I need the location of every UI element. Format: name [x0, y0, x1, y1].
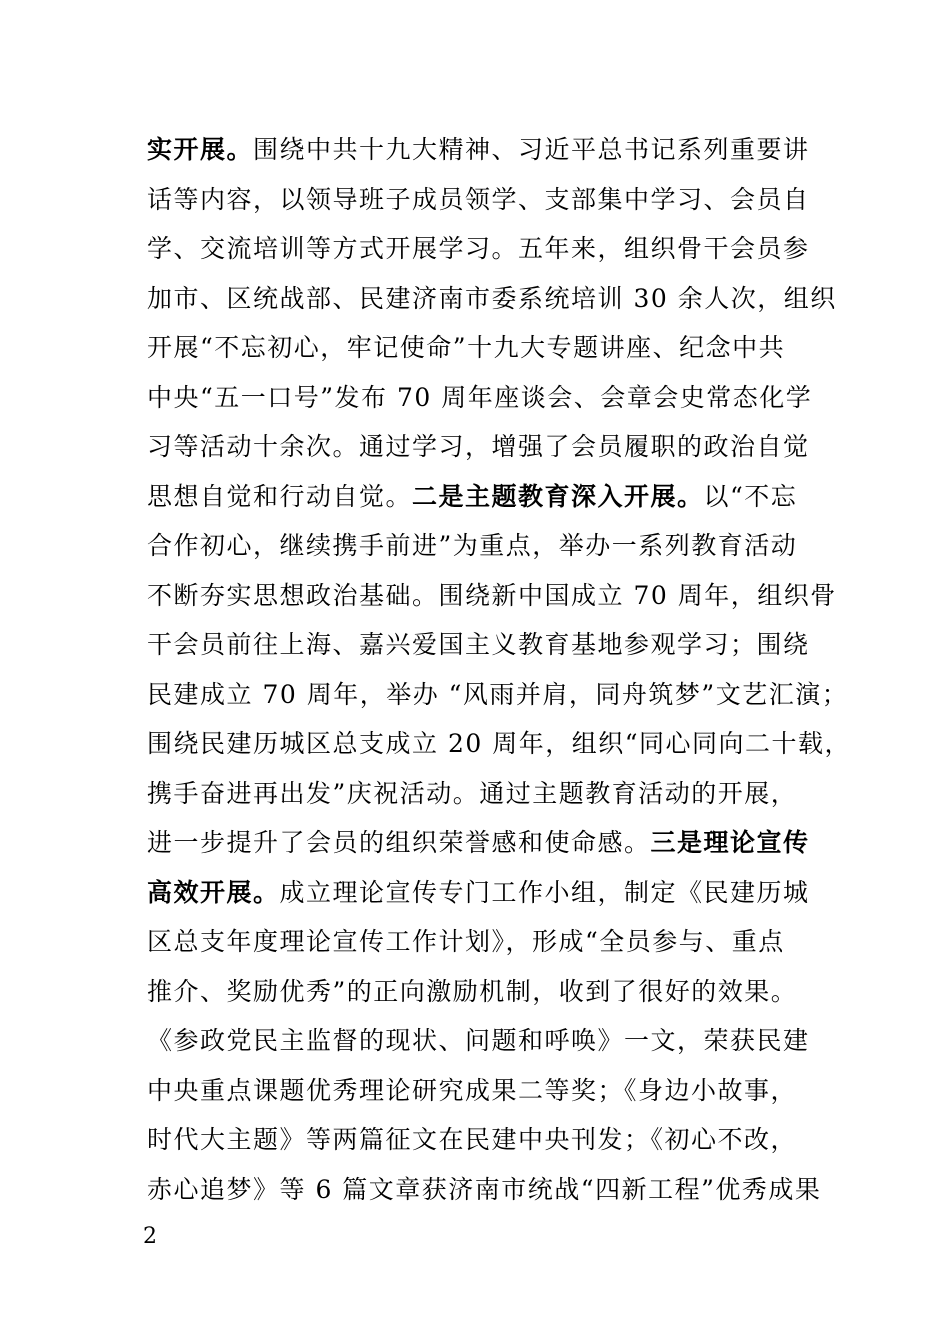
body-text-span: 进一步提升了会员的组织荣誉感和使命感。 [147, 828, 651, 857]
body-text-span: 赤心追梦》等 6 篇文章获济南市统战“四新工程”优秀成果 [147, 1174, 822, 1204]
text-line [147, 427, 810, 467]
text-line [147, 922, 785, 962]
text-line [147, 378, 812, 418]
text-line [147, 130, 810, 170]
text-line [147, 724, 851, 764]
text-line [147, 625, 810, 665]
text-line [147, 774, 797, 814]
text-line [147, 1071, 797, 1111]
body-text-span: 围绕中共十九大精神、习近平总书记系列重要讲 [253, 135, 810, 164]
text-line [147, 675, 848, 715]
body-text-span: 区总支年度理论宣传工作计划》，形成“全员参与、重点 [147, 927, 785, 956]
text-line [147, 328, 785, 368]
body-text-span: 时代大主题》等两篇征文在民建中央刊发；《初心不改， [147, 1125, 798, 1154]
body-text-span: 干会员前往上海、嘉兴爱国主义教育基地参观学习；围绕 [147, 630, 810, 659]
text-line [147, 576, 837, 616]
body-text-span: 中央重点课题优秀理论研究成果二等奖；《身边小故事， [147, 1075, 798, 1105]
text-line [147, 1021, 810, 1061]
text-line [147, 477, 797, 517]
body-text-span: 不断夯实思想政治基础。围绕新中国成立 70 周年，组织骨 [147, 580, 837, 610]
text-line [147, 972, 797, 1012]
text-line [147, 229, 810, 269]
bold-heading-text: 高效开展。 [147, 877, 280, 907]
body-text-span: 携手奋进再出发”庆祝活动。通过主题教育活动的开展， [147, 778, 798, 808]
body-text-span: 成立理论宣传专门工作小组，制定《民建历城 [279, 877, 810, 907]
text-line [147, 823, 810, 863]
body-text-span: 民建成立 70 周年，举办 “风雨并肩，同舟筑梦”文艺汇演； [147, 679, 849, 709]
text-line [147, 526, 797, 566]
text-line [147, 180, 810, 220]
text-line [147, 279, 837, 319]
text-line [147, 1170, 821, 1210]
body-text-span: 加市、区统战部、民建济南市委系统培训 30 余人次，组织 [147, 283, 837, 313]
body-text-span: 习等活动十余次。通过学习，增强了会员履职的政治自觉 [147, 432, 810, 461]
body-text-span: 以“不忘 [703, 481, 798, 511]
text-line [147, 873, 810, 913]
bold-heading-text: 二是主题教育深入开展。 [412, 481, 704, 511]
body-text-span: 合作初心，继续携手前进”为重点，举办一系列教育活动 [147, 531, 798, 560]
body-text-span: 中央“五一口号”发布 70 周年座谈会、会章会史常态化学 [147, 382, 813, 412]
page-number: 2 [143, 1224, 157, 1249]
body-text-span: 开展“不忘初心，牢记使命”十九大专题讲座、纪念中共 [147, 333, 786, 362]
body-text-span: 思想自觉和行动自觉。 [147, 481, 413, 511]
body-text-span: 围绕民建历城区总支成立 20 周年，组织“同心同向二十载， [147, 729, 851, 758]
body-text-span: 推介、奖励优秀”的正向激励机制，收到了很好的效果。 [147, 976, 798, 1006]
body-text-span: 《参政党民主监督的现状、问题和呼唤》一文，荣获民建 [147, 1026, 810, 1055]
body-text-span: 学、交流培训等方式开展学习。五年来，组织骨干会员参 [147, 234, 810, 263]
bold-heading-text: 实开展。 [147, 135, 254, 164]
text-line [147, 1120, 797, 1160]
bold-heading-text: 三是理论宣传 [650, 828, 810, 857]
body-text-span: 话等内容，以领导班子成员领学、支部集中学习、会员自 [147, 184, 810, 214]
